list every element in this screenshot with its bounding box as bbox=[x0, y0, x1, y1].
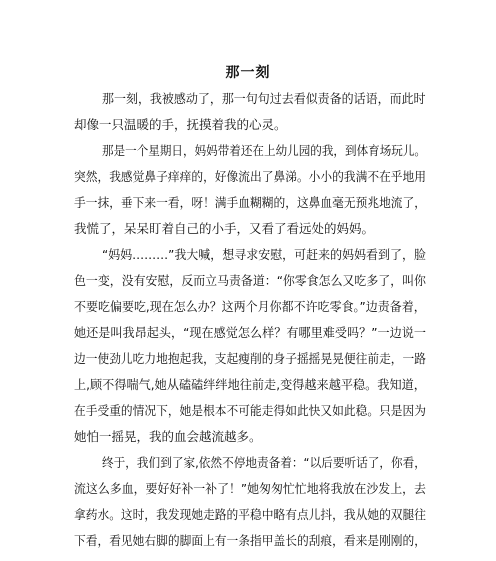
text-line: 手一抹，垂下来一看，呀！满手血糊糊的，这鼻血毫无预兆地流了， bbox=[74, 195, 427, 210]
text-line: 她还是叫我昂起头，“现在感觉怎么样？有哪里难受吗？”一边说一 bbox=[74, 325, 426, 340]
text-line: 我慌了，呆呆盯着自己的小手，又看了看远处的妈妈。 bbox=[74, 221, 375, 236]
text-line: 色一变，没有安慰，反而立马责备道：“你零食怎么又吃多了，叫你 bbox=[74, 273, 426, 288]
text-line: 拿药水。这时，我发现她走路的平稳中略有点儿抖，我从她的双腿往 bbox=[74, 507, 427, 522]
text-line: 不要吃偏要吃,现在怎么办？这两个月你都不许吃零食。”边责备着， bbox=[74, 299, 426, 314]
text-line: “妈妈………”我大喊，想寻求安慰，可赶来的妈妈看到了，脸 bbox=[102, 247, 426, 262]
text-line: 却像一只温暖的手，抚摸着我的心灵。 bbox=[74, 117, 287, 132]
text-line: 突然，我感觉鼻子痒痒的，好像流出了鼻涕。小小的我满不在乎地用 bbox=[74, 169, 427, 184]
text-line: 她怕一摇晃，我的血会越流越多。 bbox=[74, 429, 262, 444]
document-title: 那一刻 bbox=[225, 65, 271, 81]
text-line: 边一使劲儿吃力地抱起我，支起瘦削的身子摇摇晃晃便往前走，一路 bbox=[74, 351, 427, 366]
text-line: 在手受重的情况下，她是根本不可能走得如此快又如此稳。只是因为 bbox=[74, 403, 427, 418]
text-line: 流这么多血，要好好补一补了！”她匆匆忙忙地将我放在沙发上，去 bbox=[74, 481, 426, 496]
text-line: 那一刻，我被感动了，那一句句过去看似责备的话语，而此时 bbox=[102, 91, 426, 106]
text-line: 那是一个星期日，妈妈带着还在上幼儿园的我，到体育场玩儿。 bbox=[102, 143, 426, 158]
text-line: 下看，看见她右脚的脚面上有一条指甲盖长的刮痕，看来是刚刚的， bbox=[74, 533, 427, 548]
text-line: 终于，我们到了家,依然不停地责备着：“以后要听话了，你看， bbox=[102, 455, 426, 470]
text-line: 上,顾不得喘气,她从磕磕绊绊地往前走,变得越来越平稳。我知道， bbox=[74, 377, 426, 392]
